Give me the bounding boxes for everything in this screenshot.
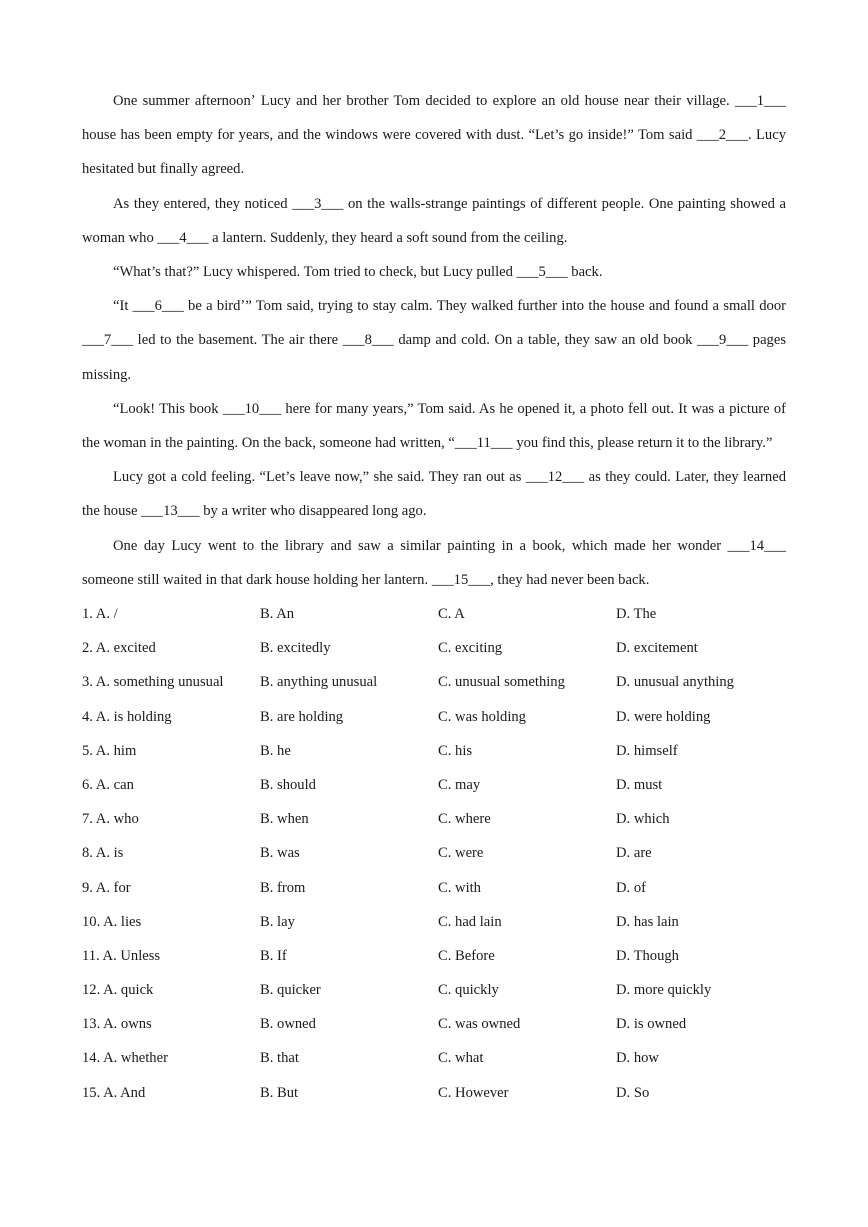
option-b: B. lay [260,913,295,930]
option-c: C. were [438,845,484,862]
option-d: D. how [616,1050,659,1067]
option-d: D. himself [616,742,678,759]
option-d: D. are [616,845,652,862]
option-a: 9. A. for [82,879,131,896]
passage-paragraph-3: “What’s that?” Lucy whispered. Tom tried to check, but Lucy pulled ___5___ back. [113,264,603,281]
option-b: B. was [260,845,300,862]
cloze-passage [82,84,786,597]
option-c: C. unusual something [438,674,565,691]
question-row [82,768,786,802]
option-b: B. when [260,811,309,828]
option-c: C. A [438,606,465,623]
option-b: B. should [260,776,316,793]
question-row [82,631,786,665]
option-a: 5. A. him [82,742,137,759]
option-c: C. However [438,1084,509,1101]
question-row [82,700,786,734]
option-a: 2. A. excited [82,640,156,657]
option-b: B. that [260,1050,299,1067]
document-page [82,84,786,1110]
question-row [82,1007,786,1041]
question-row [82,871,786,905]
option-c: C. quickly [438,982,499,999]
option-b: B. anything unusual [260,674,378,691]
option-d: D. must [616,776,663,793]
option-b: B. owned [260,1016,316,1033]
option-a: 13. A. owns [82,1016,152,1033]
option-a: 10. A. lies [82,913,142,930]
question-row [82,973,786,1007]
option-c: C. had lain [438,913,502,930]
option-c: C. may [438,776,481,793]
question-row [82,939,786,973]
option-a: 7. A. who [82,811,139,828]
option-a: 14. A. whether [82,1050,168,1067]
option-a: 3. A. something unusual [82,674,224,691]
question-row [82,802,786,836]
passage-paragraph-2: As they entered, they noticed ___3___ on the walls-strange paintings of different people. One painting showed a woman who ___4___ a lantern. Suddenly, they heard a soft sound from the ceiling. [82,195,786,246]
option-b: B. from [260,879,306,896]
option-d: D. The [616,606,657,623]
passage-paragraph-1: One summer afternoonʼ Lucy and her brother Tom decided to explore an old house near their village. ___1___ house has been empty for years, and the windows were covered with dust. “Let’s go inside!” Tom said ___2___. Lucy hesitated but finally agreed. [82,93,786,178]
option-c: C. exciting [438,640,503,657]
option-c: C. his [438,742,473,759]
option-d: D. So [616,1084,650,1101]
passage-paragraph-5: “Look! This book ___10___ here for many years,” Tom said. As he opened it, a photo fell out. It was a picture of the woman in the painting. On the back, someone had written, “___11___ you find this, please return it to the library.” [82,400,786,452]
passage-paragraph-4: “It ___6___ be a birdʼ” Tom said, trying to stay calm. They walked further into the house and found a small door ___7___ led to the basement. The air there ___8___ damp and cold. On a table, they saw an old book ___9___ pages missing. [82,298,786,383]
option-b: B. he [260,742,291,759]
option-c: C. was holding [438,708,526,725]
option-a: 1. A. / [82,606,118,623]
option-d: D. which [616,811,670,828]
question-row [82,836,786,870]
option-d: D. were holding [616,708,711,725]
option-c: C. was owned [438,1016,521,1033]
option-d: D. Though [616,947,679,964]
option-a: 4. A. is holding [82,708,172,725]
option-c: C. Before [438,947,495,964]
option-b: B. are holding [260,708,344,725]
question-row [82,1076,786,1110]
passage-paragraph-7: One day Lucy went to the library and saw a similar painting in a book, which made her wonder ___14___ someone still waited in that dark house holding her lantern. ___15___, they had never been back. [82,537,786,588]
option-c: C. with [438,879,481,896]
answer-options [82,597,786,1110]
option-b: B. quicker [260,982,321,999]
question-row [82,1041,786,1075]
option-d: D. excitement [616,640,698,657]
option-b: B. If [260,947,287,964]
question-row [82,665,786,699]
option-d: D. is owned [616,1016,687,1033]
option-a: 12. A. quick [82,982,154,999]
question-row [82,597,786,631]
option-c: C. what [438,1050,484,1067]
option-b: B. excitedly [260,640,331,657]
option-b: B. But [260,1084,299,1101]
option-d: D. more quickly [616,982,712,999]
question-row [82,734,786,768]
option-c: C. where [438,811,491,828]
option-a: 15. A. And [82,1084,146,1101]
option-a: 8. A. is [82,845,124,862]
question-row [82,905,786,939]
option-d: D. has lain [616,913,679,930]
option-b: B. An [260,606,295,623]
option-a: 11. A. Unless [82,947,161,964]
option-a: 6. A. can [82,776,134,793]
option-d: D. of [616,879,646,896]
passage-paragraph-6: Lucy got a cold feeling. “Let’s leave now,” she said. They ran out as ___12___ as they could. Later, they learned the house ___13___ by a writer who disappeared long ago. [82,469,786,520]
option-d: D. unusual anything [616,674,734,691]
